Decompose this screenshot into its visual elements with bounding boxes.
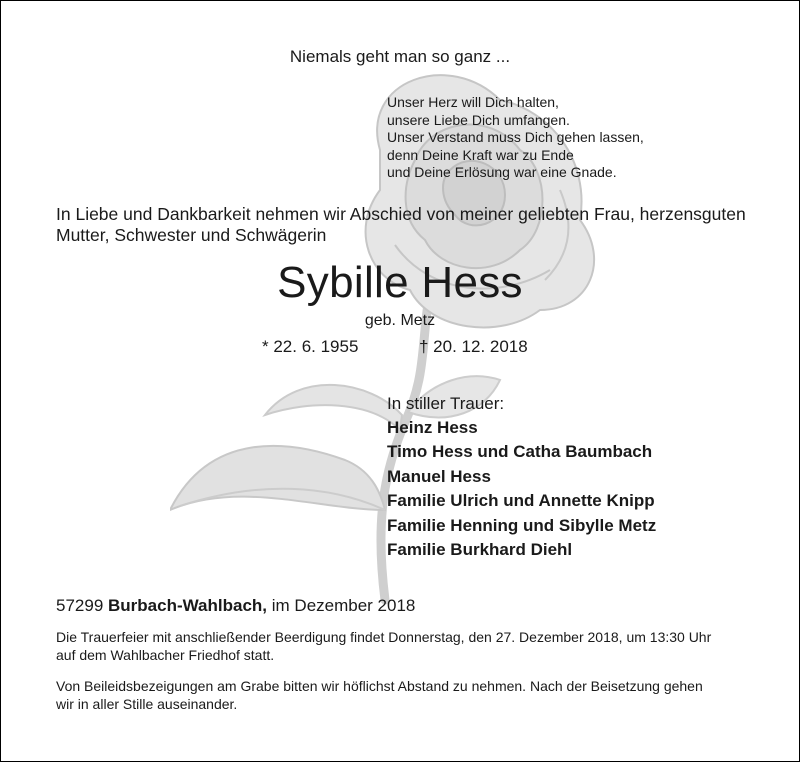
poem-line: und Deine Erlösung war eine Gnade. xyxy=(387,164,617,181)
notice-date: im Dezember 2018 xyxy=(271,596,416,615)
place-and-date xyxy=(56,596,415,616)
poem-line: denn Deine Kraft war zu Ende xyxy=(387,146,574,163)
funeral-notice xyxy=(56,629,711,664)
mourner: Familie Ulrich und Annette Knipp xyxy=(387,491,655,511)
mourner: Manuel Hess xyxy=(387,466,491,486)
town: Burbach-Wahlbach, xyxy=(108,596,268,615)
zip-code: 57299 xyxy=(56,596,104,615)
death-date: † 20. 12. 2018 xyxy=(419,337,528,356)
mourner: Familie Henning und Sibylle Metz xyxy=(387,515,657,535)
intro-text xyxy=(56,204,746,246)
intro-line: In Liebe und Dankbarkeit nehmen wir Abschied von meiner geliebten Frau, herzensguten xyxy=(56,204,746,224)
condolence-notice xyxy=(56,678,703,713)
condolence-notice-line: wir in aller Stille auseinander. xyxy=(56,695,238,712)
mourners-list xyxy=(387,416,656,562)
rose-leaf-upper xyxy=(265,385,402,430)
deceased-name: Sybille Hess xyxy=(277,258,523,307)
condolence-notice-line: Von Beileidsbezeigungen am Grabe bitten wir höflichst Abstand zu nehmen. Nach der Beisetzung gehen xyxy=(56,678,703,694)
funeral-notice-line: auf dem Wahlbacher Friedhof statt. xyxy=(56,646,275,663)
born-name: geb. Metz xyxy=(364,312,436,329)
poem xyxy=(387,94,644,182)
mourning-label: In stiller Trauer: xyxy=(387,394,505,413)
motto: Niemals geht man so ganz ... xyxy=(289,47,511,66)
mourner: Heinz Hess xyxy=(387,418,478,437)
mourner: Familie Burkhard Diehl xyxy=(387,540,573,560)
poem-line: Unser Herz will Dich halten, xyxy=(387,94,559,110)
poem-line: Unser Verstand muss Dich gehen lassen, xyxy=(387,129,644,146)
mourner: Timo Hess und Catha Baumbach xyxy=(387,442,653,462)
intro-line: Mutter, Schwester und Schwägerin xyxy=(56,225,327,245)
birth-date: * 22. 6. 1955 xyxy=(262,337,359,356)
poem-line: unsere Liebe Dich umfangen. xyxy=(387,111,570,128)
funeral-notice-line: Die Trauerfeier mit anschließender Beerdigung findet Donnerstag, den 27. Dezember 2018, um 13:30 Uhr xyxy=(56,629,712,645)
